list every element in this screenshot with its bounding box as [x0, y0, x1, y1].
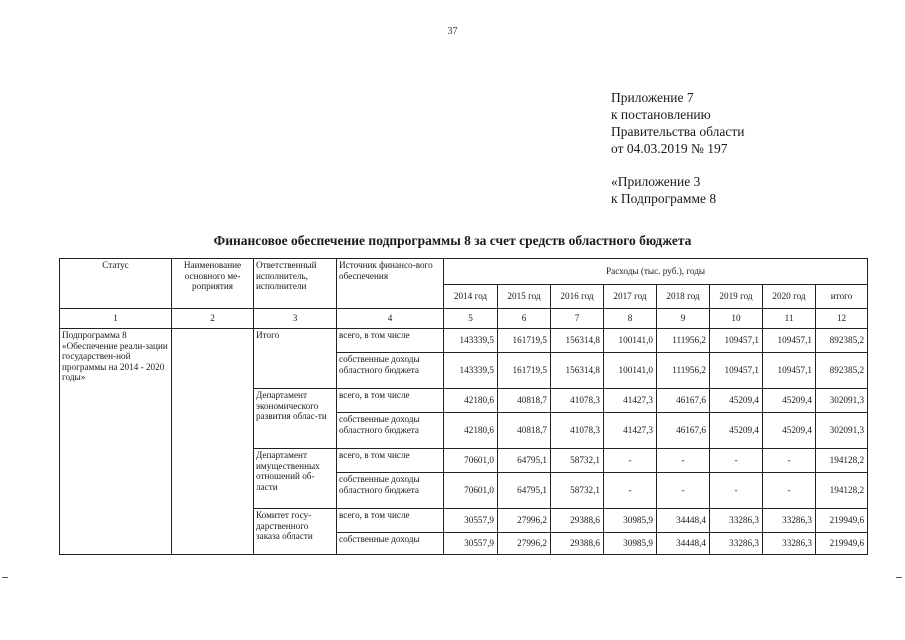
total-cell: 219949,6	[816, 533, 868, 555]
total-cell: 892385,2	[816, 329, 868, 353]
value-cell: 30985,9	[604, 533, 657, 555]
index-row	[60, 309, 868, 329]
source-cell: всего, в том числе	[337, 389, 444, 413]
scan-edge-mark	[2, 577, 8, 578]
index-cell: 7	[551, 309, 604, 329]
header-event-name: Наименование основного ме-роприятия	[172, 259, 254, 309]
value-cell: 64795,1	[498, 449, 551, 473]
value-cell: 33286,3	[710, 509, 763, 533]
header-year: 2018 год	[657, 285, 710, 309]
document-title: Финансовое обеспечение подпрограммы 8 за счет средств областного бюджета	[213, 233, 692, 248]
total-cell: 194128,2	[816, 473, 868, 509]
total-cell: 302091,3	[816, 389, 868, 413]
appendix-sub-line: «Приложение 3	[611, 174, 701, 189]
value-cell: 58732,1	[551, 449, 604, 473]
appendix-line: Приложение 7	[611, 90, 694, 105]
header-year: 2015 год	[498, 285, 551, 309]
event-name-cell	[172, 329, 254, 555]
source-cell: всего, в том числе	[337, 449, 444, 473]
value-cell: 34448,4	[657, 509, 710, 533]
table-row	[60, 329, 868, 353]
value-cell: 41427,3	[604, 389, 657, 413]
value-cell: 109457,1	[710, 329, 763, 353]
value-cell: 40818,7	[498, 389, 551, 413]
value-cell: 156314,8	[551, 329, 604, 353]
value-cell: -	[657, 473, 710, 509]
appendix-block	[611, 89, 744, 207]
value-cell: -	[710, 449, 763, 473]
value-cell: 27996,2	[498, 509, 551, 533]
finance-table	[59, 258, 868, 555]
index-cell: 11	[763, 309, 816, 329]
value-cell: 100141,0	[604, 353, 657, 389]
appendix-line: от 04.03.2019 № 197	[611, 141, 728, 156]
value-cell: 41427,3	[604, 413, 657, 449]
value-cell: 45209,4	[763, 389, 816, 413]
value-cell: -	[710, 473, 763, 509]
header-expenses: Расходы (тыс. руб.), годы	[444, 259, 868, 285]
value-cell: 30985,9	[604, 509, 657, 533]
index-cell: 6	[498, 309, 551, 329]
index-cell: 10	[710, 309, 763, 329]
value-cell: 29388,6	[551, 509, 604, 533]
value-cell: 143339,5	[444, 353, 498, 389]
executor-cell: Итого	[254, 329, 337, 389]
header-executor: Ответственный исполнитель, исполнители	[254, 259, 337, 309]
value-cell: -	[604, 449, 657, 473]
executor-cell: Департамент экономического развития облас-ти	[254, 389, 337, 449]
value-cell: -	[763, 473, 816, 509]
value-cell: 33286,3	[710, 533, 763, 555]
value-cell: 45209,4	[710, 413, 763, 449]
header-total: итого	[816, 285, 868, 309]
header-year: 2017 год	[604, 285, 657, 309]
value-cell: 64795,1	[498, 473, 551, 509]
index-cell: 2	[172, 309, 254, 329]
value-cell: 70601,0	[444, 449, 498, 473]
executor-cell: Комитет госу-дарственного заказа области	[254, 509, 337, 555]
total-cell: 892385,2	[816, 353, 868, 389]
value-cell: -	[763, 449, 816, 473]
status-cell: Подпрограмма 8 «Обеспечение реали-зации государствен-ной программы на 2014 - 2020 годы»	[60, 329, 172, 555]
value-cell: 111956,2	[657, 329, 710, 353]
value-cell: 33286,3	[763, 509, 816, 533]
value-cell: 100141,0	[604, 329, 657, 353]
executor-cell: Департамент имущественных отношений об-ласти	[254, 449, 337, 509]
page-number: 37	[447, 26, 458, 37]
value-cell: -	[657, 449, 710, 473]
value-cell: 46167,6	[657, 413, 710, 449]
index-cell: 3	[254, 309, 337, 329]
header-year: 2016 год	[551, 285, 604, 309]
value-cell: 33286,3	[763, 533, 816, 555]
header-source: Источник финансо-вого обеспечения	[337, 259, 444, 309]
index-cell: 8	[604, 309, 657, 329]
index-cell: 4	[337, 309, 444, 329]
value-cell: 156314,8	[551, 353, 604, 389]
value-cell: 29388,6	[551, 533, 604, 555]
header-year: 2020 год	[763, 285, 816, 309]
value-cell: 41078,3	[551, 389, 604, 413]
value-cell: 34448,4	[657, 533, 710, 555]
value-cell: 30557,9	[444, 509, 498, 533]
header-year: 2014 год	[444, 285, 498, 309]
value-cell: 40818,7	[498, 413, 551, 449]
total-cell: 302091,3	[816, 413, 868, 449]
index-cell: 12	[816, 309, 868, 329]
header-year: 2019 год	[710, 285, 763, 309]
source-cell: всего, в том числе	[337, 329, 444, 353]
value-cell: 42180,6	[444, 389, 498, 413]
value-cell: 30557,9	[444, 533, 498, 555]
source-cell: собственные доходы областного бюджета	[337, 473, 444, 509]
value-cell: 27996,2	[498, 533, 551, 555]
appendix-line: к постановлению	[611, 107, 711, 122]
total-cell: 194128,2	[816, 449, 868, 473]
value-cell: 46167,6	[657, 389, 710, 413]
value-cell: 41078,3	[551, 413, 604, 449]
value-cell: -	[604, 473, 657, 509]
value-cell: 109457,1	[763, 353, 816, 389]
value-cell: 45209,4	[710, 389, 763, 413]
appendix-sub-line: к Подпрограмме 8	[611, 191, 717, 206]
value-cell: 58732,1	[551, 473, 604, 509]
header-status: Статус	[60, 259, 172, 309]
index-cell: 5	[444, 309, 498, 329]
value-cell: 42180,6	[444, 413, 498, 449]
scan-edge-mark	[896, 577, 902, 578]
index-cell: 9	[657, 309, 710, 329]
source-cell: всего, в том числе	[337, 509, 444, 533]
value-cell: 161719,5	[498, 329, 551, 353]
value-cell: 143339,5	[444, 329, 498, 353]
value-cell: 161719,5	[498, 353, 551, 389]
value-cell: 109457,1	[710, 353, 763, 389]
value-cell: 70601,0	[444, 473, 498, 509]
index-cell: 1	[60, 309, 172, 329]
value-cell: 45209,4	[763, 413, 816, 449]
value-cell: 111956,2	[657, 353, 710, 389]
source-cell: собственные доходы	[337, 533, 444, 555]
source-cell: собственные доходы областного бюджета	[337, 413, 444, 449]
source-cell: собственные доходы областного бюджета	[337, 353, 444, 389]
total-cell: 219949,6	[816, 509, 868, 533]
appendix-line: Правительства области	[611, 124, 745, 139]
value-cell: 109457,1	[763, 329, 816, 353]
